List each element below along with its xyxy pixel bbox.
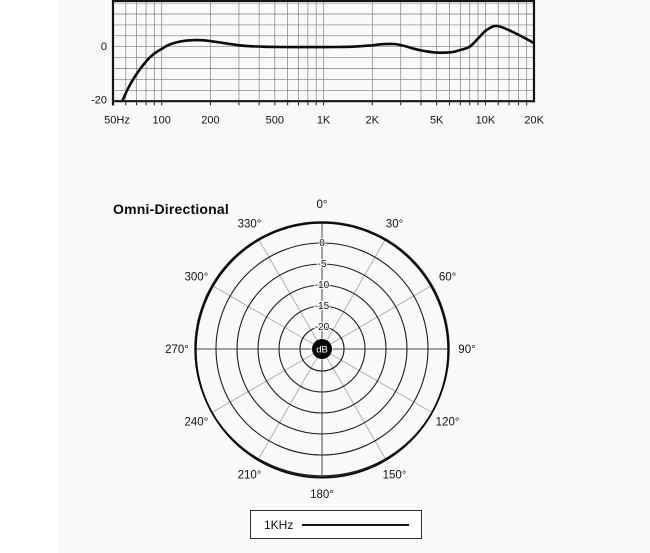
freq-gridlines [113,1,534,101]
x-tick-label: 200 [201,114,220,127]
x-tick-label: 1K [316,114,331,127]
x-tick-label: 10K [475,114,496,127]
angle-label: 240° [184,416,209,429]
angle-label: 180° [310,489,334,501]
polar-spoke [259,240,317,340]
y-tick-label: -20 [91,94,107,107]
polar-spoke [259,358,317,458]
x-tick-label: 500 [265,114,285,127]
frequency-response-chart [91,0,544,127]
center-db-label: dB [316,344,328,356]
x-tick-label: 20K [524,114,544,127]
polar-spoke [327,358,385,458]
angle-label: 150° [382,469,407,482]
db-ring-label: -5 [317,259,327,271]
angle-label: 300° [184,271,209,284]
x-tick-label: 100 [152,114,171,127]
legend-box [250,510,422,539]
db-ring-label: -10 [314,280,330,292]
y-tick-label: 0 [100,41,107,54]
polar-spoke [213,286,313,344]
freq-axis-labels [91,41,544,126]
x-tick-label: 50Hz [104,114,130,127]
angle-label: 270° [165,344,189,356]
polar-pattern-title: Omni-Directional [113,201,229,217]
db-ring-label: -15 [314,301,330,313]
angle-label: 90° [458,344,476,356]
angle-label: 210° [237,469,262,482]
angle-label: 30° [385,218,404,231]
x-tick-label: 5K [429,114,444,127]
polar-spoke [327,240,385,340]
polar-pattern-chart [165,199,476,501]
polar-spoke [331,286,431,344]
angle-label: 330° [237,218,262,231]
x-axis-ticks [126,102,527,105]
legend-line-swatch [302,524,409,526]
x-tick-label: 2K [365,114,380,127]
db-ring-label: -20 [314,322,330,334]
angle-label: 0° [316,199,328,211]
polar-spoke [331,354,431,412]
angle-label: 60° [438,271,457,284]
angle-label: 120° [435,416,460,429]
legend-label: 1KHz [264,517,294,532]
db-ring-label: 0 [319,238,325,250]
polar-spoke [213,354,313,412]
